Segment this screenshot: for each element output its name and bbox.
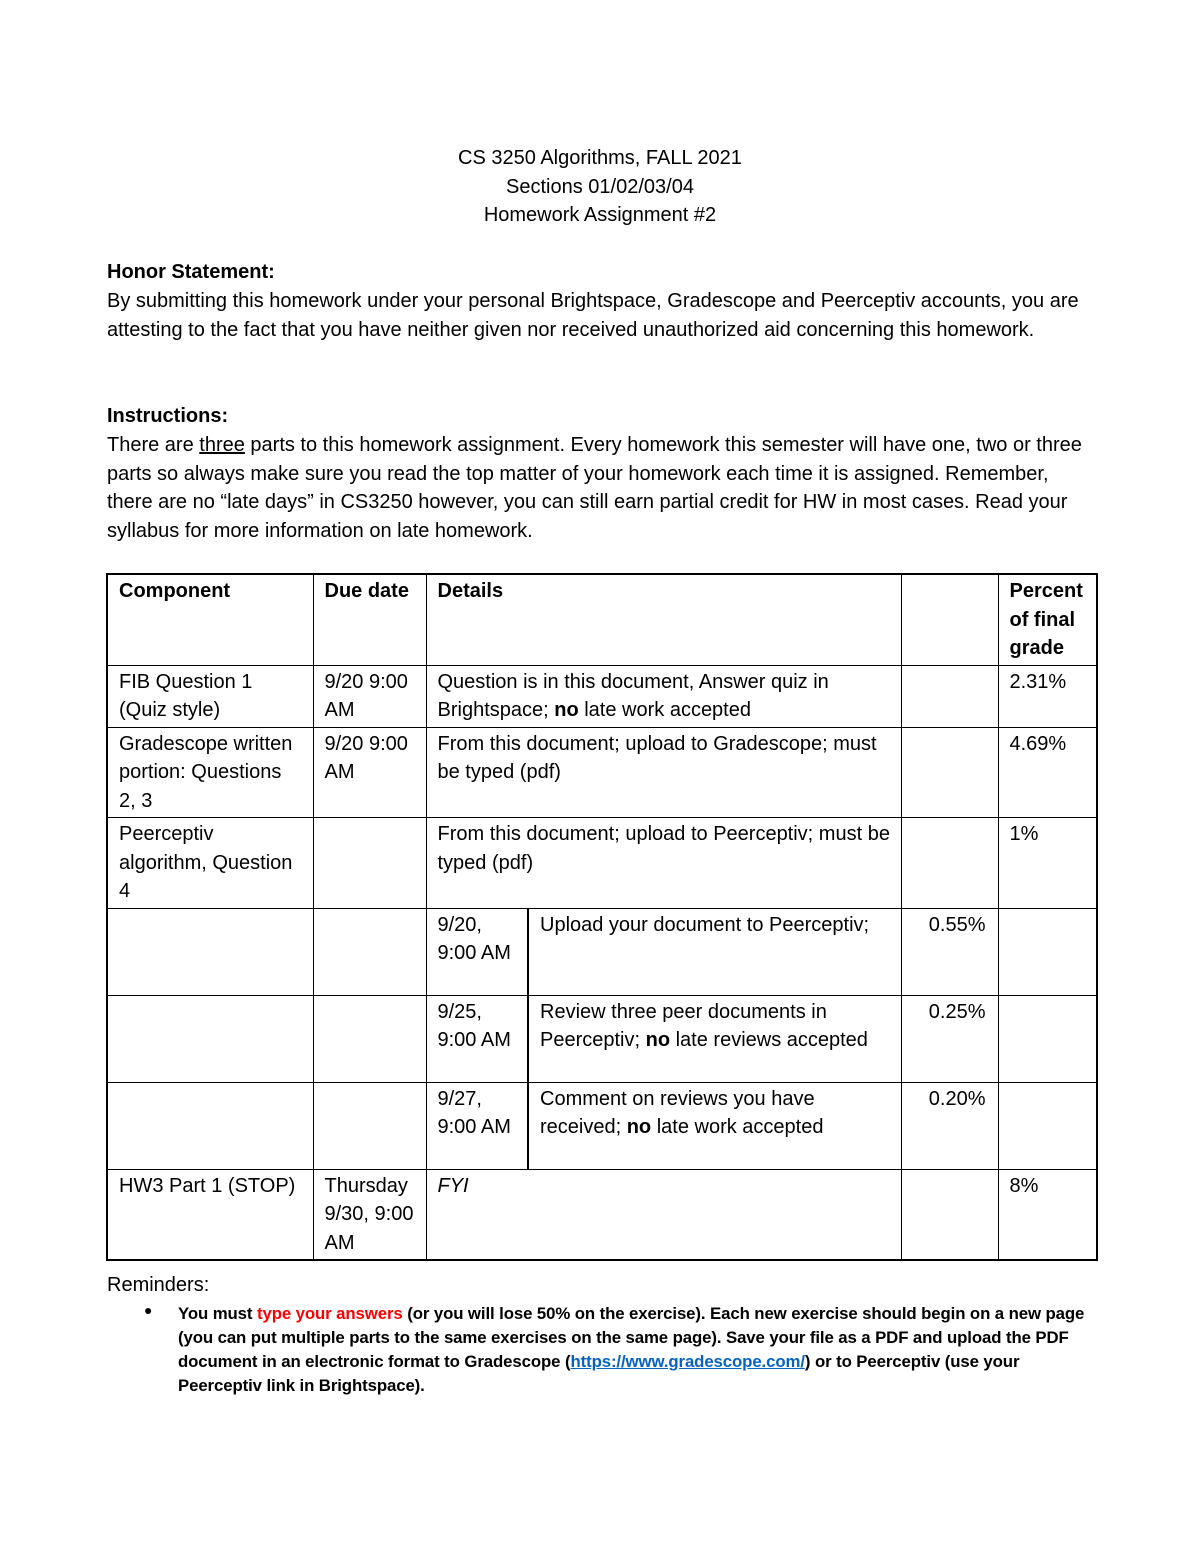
subrow-due: 9/27, 9:00 AM — [426, 1082, 528, 1169]
header-percent: Percent of final grade — [998, 574, 1097, 665]
subrow-due: 9/25, 9:00 AM — [426, 995, 528, 1082]
instructions-text — [107, 431, 1097, 546]
reminder-red-emphasis: type your answers — [256, 1304, 403, 1323]
table-header-row — [107, 574, 1097, 665]
row-empty — [901, 818, 998, 909]
row-component: HW3 Part 1 (STOP) — [107, 1169, 313, 1260]
subrow-text — [528, 995, 901, 1082]
subrow-empty — [107, 1082, 313, 1169]
table-subrow — [107, 995, 1097, 1082]
row-component: FIB Question 1 (Quiz style) — [107, 665, 313, 727]
schedule-table — [106, 573, 1098, 1261]
row-component: Gradescope written portion: Questions 2, 3 — [107, 727, 313, 818]
subrow-text: Upload your document to Peerceptiv; — [528, 908, 901, 995]
subrow-text-bold: no — [626, 1116, 652, 1138]
instructions-emphasis: three — [199, 433, 245, 456]
reminder-pre: You must — [178, 1304, 257, 1323]
row-percent: 1% — [998, 818, 1097, 909]
row-due: 9/20 9:00 AM — [313, 665, 426, 727]
subrow-empty — [107, 995, 313, 1082]
header-component: Component — [107, 574, 313, 665]
row-component: Peerceptiv algorithm, Question 4 — [107, 818, 313, 909]
instructions-text-pre: There are — [107, 433, 200, 456]
subrow-empty — [107, 908, 313, 995]
table-row — [107, 665, 1097, 727]
reminder-mid: (or you will lose 50% on the exercise). Each new exercise should begin on a new page (you can put multiple parts to the same exercises on the same page). Save your file as a PDF and upload the PDF document in an electronic format to Gradescope ( — [178, 1304, 1085, 1371]
reminder-item — [178, 1302, 1093, 1398]
row-empty — [901, 1169, 998, 1260]
row-details-bold: no — [554, 699, 579, 721]
table-row — [107, 818, 1097, 909]
sections-line: Sections 01/02/03/04 — [506, 175, 694, 198]
row-percent: 8% — [998, 1169, 1097, 1260]
subrow-text-pre: Review three peer documents in Peerceptiv; — [540, 1000, 827, 1051]
subrow-due: 9/20, 9:00 AM — [426, 908, 528, 995]
subrow-percent: 0.55% — [901, 908, 998, 995]
subrow-text-post: late work accepted — [651, 1116, 824, 1138]
subrow-empty — [313, 1082, 426, 1169]
subrow-text-post: late reviews accepted — [670, 1029, 868, 1051]
instructions-title: Instructions: — [107, 405, 229, 427]
subrow-empty — [998, 1082, 1097, 1169]
table-row — [107, 1169, 1097, 1260]
row-details: FYI — [426, 1169, 901, 1260]
subrow-percent: 0.20% — [901, 1082, 998, 1169]
subrow-empty — [313, 995, 426, 1082]
document-header — [0, 144, 1200, 230]
honor-statement — [107, 258, 1097, 344]
subrow-empty — [998, 995, 1097, 1082]
header-empty — [901, 574, 998, 665]
subrow-empty — [998, 908, 1097, 995]
row-details: From this document; upload to Gradescope; must be typed (pdf) — [426, 727, 901, 818]
table-subrow — [107, 908, 1097, 995]
bullet-icon: ● — [144, 1302, 153, 1318]
instructions-text-post: parts to this homework assignment. Every homework this semester will have one, two or three parts so always make sure you read the top matter of your homework each time it is assigned. Remember, there are no “late days” in CS3250 however, you can still earn partial credit for HW in most cases. Read your syllabus for more information on late homework. — [107, 433, 1082, 543]
row-empty — [901, 665, 998, 727]
subrow-text-pre: Comment on reviews you have received; — [540, 1087, 815, 1138]
table-subrow — [107, 1082, 1097, 1169]
subrow-text — [528, 1082, 901, 1169]
table-row — [107, 727, 1097, 818]
gradescope-link[interactable]: https://www.gradescope.com/ — [570, 1351, 805, 1371]
row-percent: 2.31% — [998, 665, 1097, 727]
row-details: From this document; upload to Peerceptiv; must be typed (pdf) — [426, 818, 901, 909]
row-details-pre: Question is in this document, Answer quiz in Brightspace; — [437, 670, 829, 721]
row-details-post: late work accepted — [578, 699, 751, 721]
subrow-text-bold: no — [645, 1029, 671, 1051]
header-details: Details — [426, 574, 901, 665]
row-details — [426, 665, 901, 727]
subrow-empty — [313, 908, 426, 995]
honor-text: By submitting this homework under your personal Brightspace, Gradescope and Peerceptiv accounts, you are attesting to the fact that you have neither given nor received unauthorized aid concerning this homework. — [107, 289, 1079, 341]
instructions — [107, 402, 1097, 546]
row-due: 9/20 9:00 AM — [313, 727, 426, 818]
honor-title: Honor Statement: — [107, 261, 275, 283]
course-title: CS 3250 Algorithms, FALL 2021 — [458, 147, 742, 169]
header-due-date: Due date — [313, 574, 426, 665]
row-due: Thursday 9/30, 9:00 AM — [313, 1169, 426, 1260]
subrow-percent: 0.25% — [901, 995, 998, 1082]
row-empty — [901, 727, 998, 818]
reminders-title: Reminders: — [107, 1274, 210, 1296]
row-percent: 4.69% — [998, 727, 1097, 818]
row-due — [313, 818, 426, 909]
reminder-post: ) or to Peerceptiv (use your Peerceptiv link in Brightspace). — [178, 1351, 1020, 1395]
assignment-title: Homework Assignment #2 — [483, 204, 717, 226]
